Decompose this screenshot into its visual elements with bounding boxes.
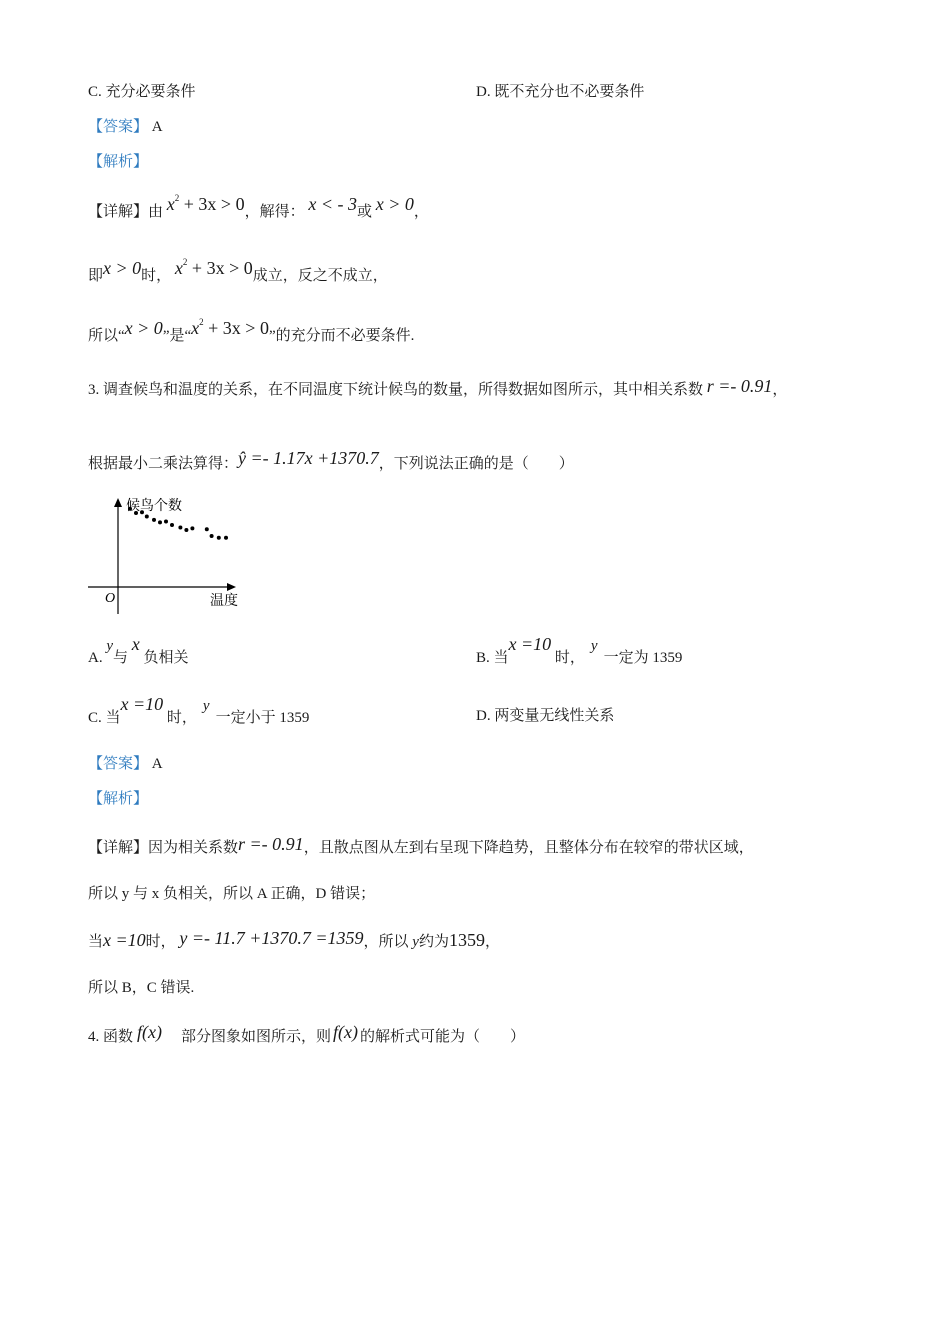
q3-option-a: A. y与 x 负相关 <box>88 634 189 666</box>
formula-quadratic: $x^2 + 3x > 0$ <box>166 193 245 214</box>
scatter-point-11 <box>190 526 194 530</box>
formula-quadratic: $x^2 + 3x > 0$ <box>191 317 269 338</box>
y-axis-arrow <box>114 498 122 507</box>
q2-detail-line-2: 即x > 0时， $x^2 + 3x > 0$成立，反之不成立， <box>88 257 388 284</box>
scatter-point-10 <box>184 528 188 532</box>
formula-fx: f(x) <box>137 1022 162 1042</box>
answer-tag: 【答案】 <box>88 119 149 135</box>
scatter-point-12 <box>205 527 209 531</box>
answer-tag: 【答案】 <box>88 756 149 772</box>
formula-correlation: r =- 0.91 <box>238 834 304 854</box>
formula-x-eq-10: x =10 <box>103 930 146 950</box>
formula-x-gt-0: x > 0 <box>103 258 142 278</box>
x-axis-arrow <box>227 583 236 591</box>
formula-x-gt-0: x > 0 <box>124 318 163 338</box>
formula-x-gt-0: x > 0 <box>375 194 414 214</box>
formula-correlation: r =- 0.91 <box>706 376 773 396</box>
var-y: y <box>590 638 598 654</box>
q2-answer: 【答案】 A <box>88 119 163 135</box>
scatter-point-7 <box>164 520 168 524</box>
var-y: y <box>202 698 210 714</box>
q2-detail-line-3: 所以“x > 0”是“$x^2 + 3x > 0$”的充分而不必要条件. <box>88 317 415 344</box>
var-y: y <box>106 638 114 654</box>
formula-x-eq-10: x =10 <box>508 634 552 654</box>
var-y: y <box>412 934 419 950</box>
formula-x-eq-10: x =10 <box>120 694 164 714</box>
scatter-point-4 <box>145 514 149 518</box>
q3-detail-line-4: 所以 B，C 错误. <box>88 980 195 996</box>
formula-regression: ŷ =- 1.17x +1370.7 <box>238 448 379 468</box>
x-axis-label: 温度 <box>210 594 238 609</box>
scatter-point-14 <box>217 536 221 540</box>
q3-detail-line-2: 所以 y 与 x 负相关，所以 A 正确，D 错误； <box>88 886 376 902</box>
q2-analysis-tag: 【解析】 <box>88 154 149 170</box>
q3-detail-line-3: 当x =10时， y =- 11.7 +1370.7 =1359，所以 y约为1359， <box>88 928 500 950</box>
q3-option-c: C. 当x =10 时，y一定小于 1359 <box>88 694 310 726</box>
q3-answer: 【答案】 A <box>88 756 163 772</box>
y-axis-label: 候鸟个数 <box>126 499 182 514</box>
var-x: x <box>131 634 140 654</box>
scatter-point-15 <box>224 536 228 540</box>
scatter-point-8 <box>170 523 174 527</box>
scatter-figure <box>84 492 254 617</box>
formula-quadratic: $x^2 + 3x > 0$ <box>174 257 253 278</box>
formula-calc: y =- 11.7 +1370.7 =1359 <box>179 928 364 948</box>
formula-x-lt-minus-3: x < - 3 <box>308 194 357 214</box>
scatter-point-13 <box>210 534 214 538</box>
scatter-point-6 <box>158 520 162 524</box>
q2-option-c: C. 充分必要条件 <box>88 84 196 100</box>
formula-fx: f(x) <box>333 1022 358 1042</box>
q3-analysis-tag: 【解析】 <box>88 791 149 807</box>
scatter-point-5 <box>152 518 156 522</box>
q3-stem-line-1: 3. 调查候鸟和温度的关系，在不同温度下统计候鸟的数量，所得数据如图所示，其中相关系数 r =- 0.91， <box>88 376 788 398</box>
scatter-point-9 <box>178 526 182 530</box>
q2-option-d: D. 既不充分也不必要条件 <box>476 84 645 100</box>
q3-option-b: B. 当x =10 时，y一定为 1359 <box>476 634 683 666</box>
q2-detail-line-1: 【详解】由 $x^2 + 3x > 0$，解得： x < - 3或 x > 0， <box>88 193 429 220</box>
q3-option-d: D. 两变量无线性关系 <box>476 708 615 724</box>
q3-detail-line-1: 【详解】因为相关系数r =- 0.91，且散点图从左到右呈现下降趋势，且整体分布在较窄的带状区域， <box>88 834 754 856</box>
q4-stem: 4. 函数 f(x) 部分图象如图所示，则 f(x) 的解析式可能为（ ） <box>88 1022 526 1045</box>
origin-label: O <box>105 591 116 606</box>
q3-stem-line-2: 根据最小二乘法算得：ŷ =- 1.17x +1370.7，下列说法正确的是（ ） <box>88 448 574 472</box>
